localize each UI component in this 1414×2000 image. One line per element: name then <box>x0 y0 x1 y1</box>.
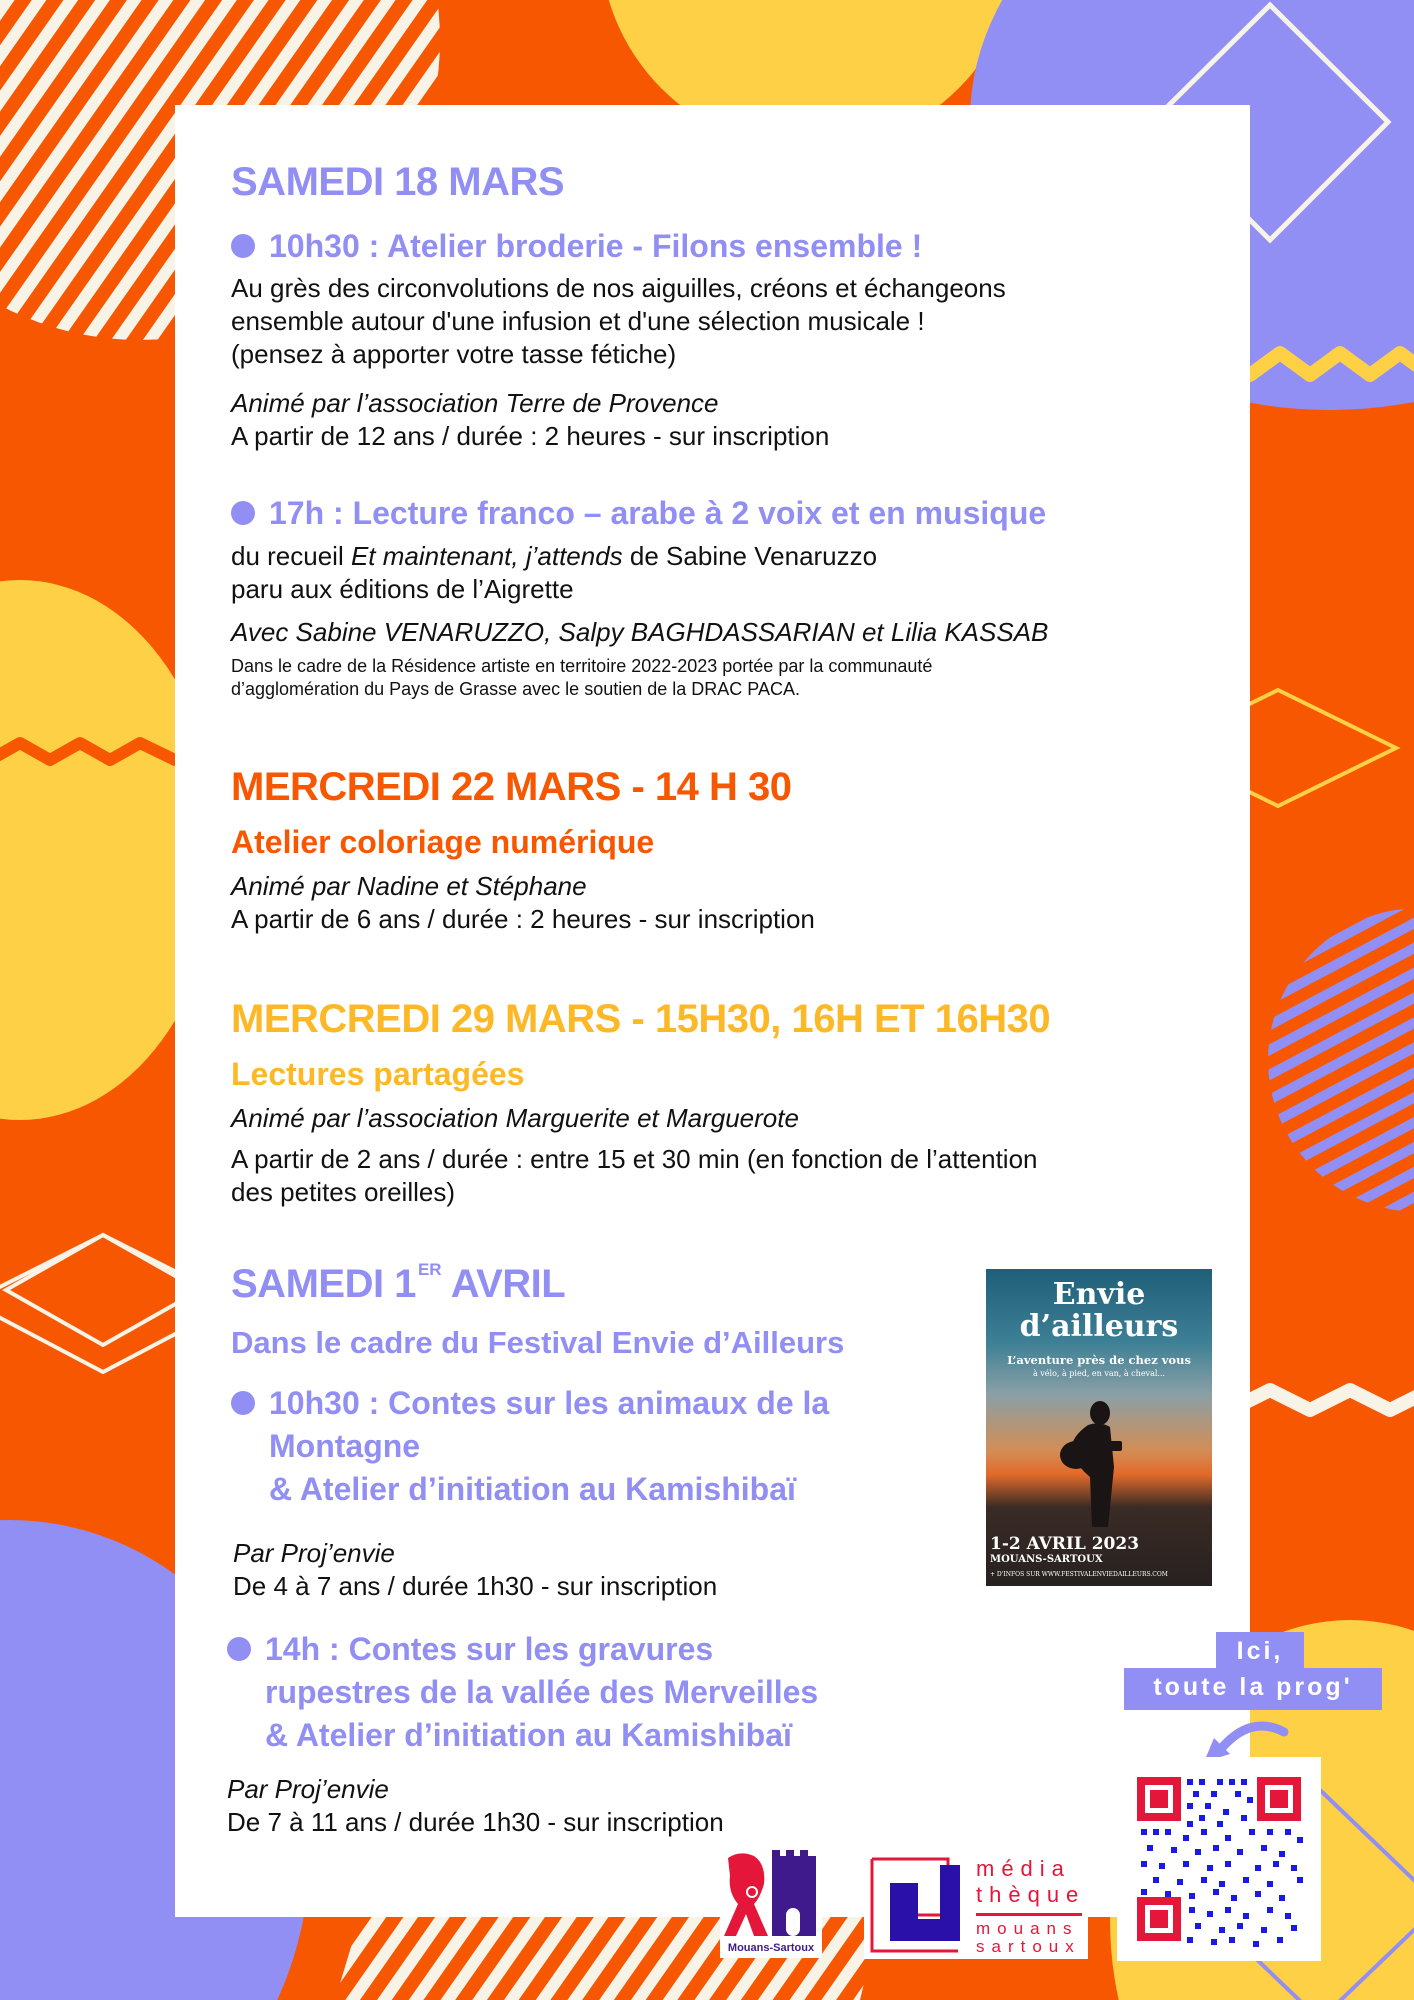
mouans-sartoux-logo <box>720 1848 822 1958</box>
event-host-contes-animaux: Par Proj’envie <box>233 1538 395 1568</box>
poster-city: MOUANS-SARTOUX <box>990 1554 1103 1565</box>
event-details-contes-animaux: De 4 à 7 ans / durée 1h30 - sur inscription <box>233 1571 718 1601</box>
event-details-contes-gravures: De 7 à 11 ans / durée 1h30 - sur inscription <box>227 1807 724 1837</box>
section-heading-mercredi-29-mars: MERCREDI 29 MARS - 15H30, 16H ET 16H30 <box>231 997 1051 1041</box>
event-host-lectures: Animé par l’association Marguerite et Marguerote <box>231 1103 799 1133</box>
event-host-coloriage: Animé par Nadine et Stéphane <box>231 871 587 901</box>
town-name: Mouans-Sartoux <box>727 1942 815 1954</box>
event-host-contes-gravures: Par Proj’envie <box>227 1774 389 1804</box>
event-details-coloriage: A partir de 6 ans / durée : 2 heures - sur inscription <box>231 904 815 934</box>
mediatheque-emblem-icon <box>868 1855 964 1955</box>
qr-code[interactable] <box>1117 1757 1321 1961</box>
mediatheque-text-line2: thèque <box>976 1882 1086 1907</box>
event-title-coloriage: Atelier coloriage numérique <box>231 824 655 860</box>
event-title-contes-gravures-line2: rupestres de la vallée des Merveilles <box>265 1674 819 1710</box>
section-heading-samedi-1er-avril: SAMEDI 1 $^{ER}$ AVRIL <box>231 1260 566 1306</box>
festival-poster-image <box>986 1269 1212 1600</box>
mediatheque-text-line3: mouans <box>976 1919 1079 1938</box>
event-title-contes-animaux: 10h30 : Contes sur les animaux de la <box>231 1382 829 1425</box>
divider <box>976 1913 1082 1916</box>
traveler-silhouette-icon <box>1048 1397 1138 1527</box>
event-host-lecture: Avec Sabine VENARUZZO, Salpy BAGHDASSARIAN et Lilia KASSAB <box>231 617 1049 647</box>
event-title-lectures-partagees: Lectures partagées <box>231 1056 525 1092</box>
poster-date: 1-2 AVRIL 2023 <box>990 1534 1140 1554</box>
event-title-contes-animaux-line3: & Atelier d’initiation au Kamishibaï <box>269 1471 796 1507</box>
event-description-lecture: du recueil Et maintenant, j’attends de Sabine Venaruzzo paru aux éditions de l’Aigrette <box>231 541 878 604</box>
event-title-contes-gravures: 14h : Contes sur les gravures <box>227 1628 713 1671</box>
mediatheque-logo <box>864 1849 1088 1959</box>
lion-tower-emblem-icon <box>720 1848 822 1940</box>
qr-callout-line1: Ici, <box>1216 1632 1304 1670</box>
event-host-broderie: Animé par l’association Terre de Provence <box>231 388 719 418</box>
section-heading-mercredi-22-mars: MERCREDI 22 MARS - 14 H 30 <box>231 765 792 809</box>
event-title-contes-gravures-line3: & Atelier d’initiation au Kamishibaï <box>265 1717 792 1753</box>
event-title-lecture: 17h : Lecture franco – arabe à 2 voix et en musique <box>231 492 1046 535</box>
event-details-broderie: A partir de 12 ans / durée : 2 heures - sur inscription <box>231 421 830 451</box>
qr-callout-line2: toute la prog' <box>1124 1668 1382 1710</box>
festival-context: Dans le cadre du Festival Envie d’Ailleurs <box>231 1325 845 1360</box>
program-card <box>175 105 1250 1917</box>
event-description-broderie: Au grès des circonvolutions de nos aiguilles, créons et échangeons ensemble autour d'une infusion et d'une sélection musicale ! (pensez à apporter votre tasse fétiche) <box>231 273 1006 369</box>
event-details-lectures: A partir de 2 ans / durée : entre 15 et 30 min (en fonction de l’attention des petites oreilles) <box>231 1144 1038 1207</box>
poster-subtitle: L’aventure près de chez vous <box>1007 1353 1191 1367</box>
mediatheque-text-line1: média <box>976 1856 1071 1881</box>
bullet-dot-icon <box>231 1391 255 1415</box>
qr-code-icon <box>1117 1757 1321 1961</box>
event-note-lecture: Dans le cadre de la Résidence artiste en territoire 2022-2023 portée par la communauté d’agglomération du Pays de Grasse avec le soutien de la DRAC PACA. <box>231 656 933 699</box>
event-title-broderie: 10h30 : Atelier broderie - Filons ensemble ! <box>231 225 922 268</box>
poster-tagline: à vélo, à pied, en van, à cheval... <box>1032 1369 1166 1378</box>
poster-sponsor-logos <box>986 1586 1212 1600</box>
poster-url: + D'INFOS SUR WWW.FESTIVALENVIEDAILLEURS.COM <box>990 1571 1168 1578</box>
bullet-dot-icon <box>231 501 255 525</box>
mediatheque-text-line4: sartoux <box>976 1937 1081 1956</box>
poster-title: Envie d’ailleurs <box>1019 1277 1179 1344</box>
bullet-dot-icon <box>231 234 255 258</box>
bullet-dot-icon <box>227 1637 251 1661</box>
section-heading-samedi-18-mars: SAMEDI 18 MARS <box>231 160 565 204</box>
event-title-contes-animaux-line2: Montagne <box>269 1428 421 1464</box>
